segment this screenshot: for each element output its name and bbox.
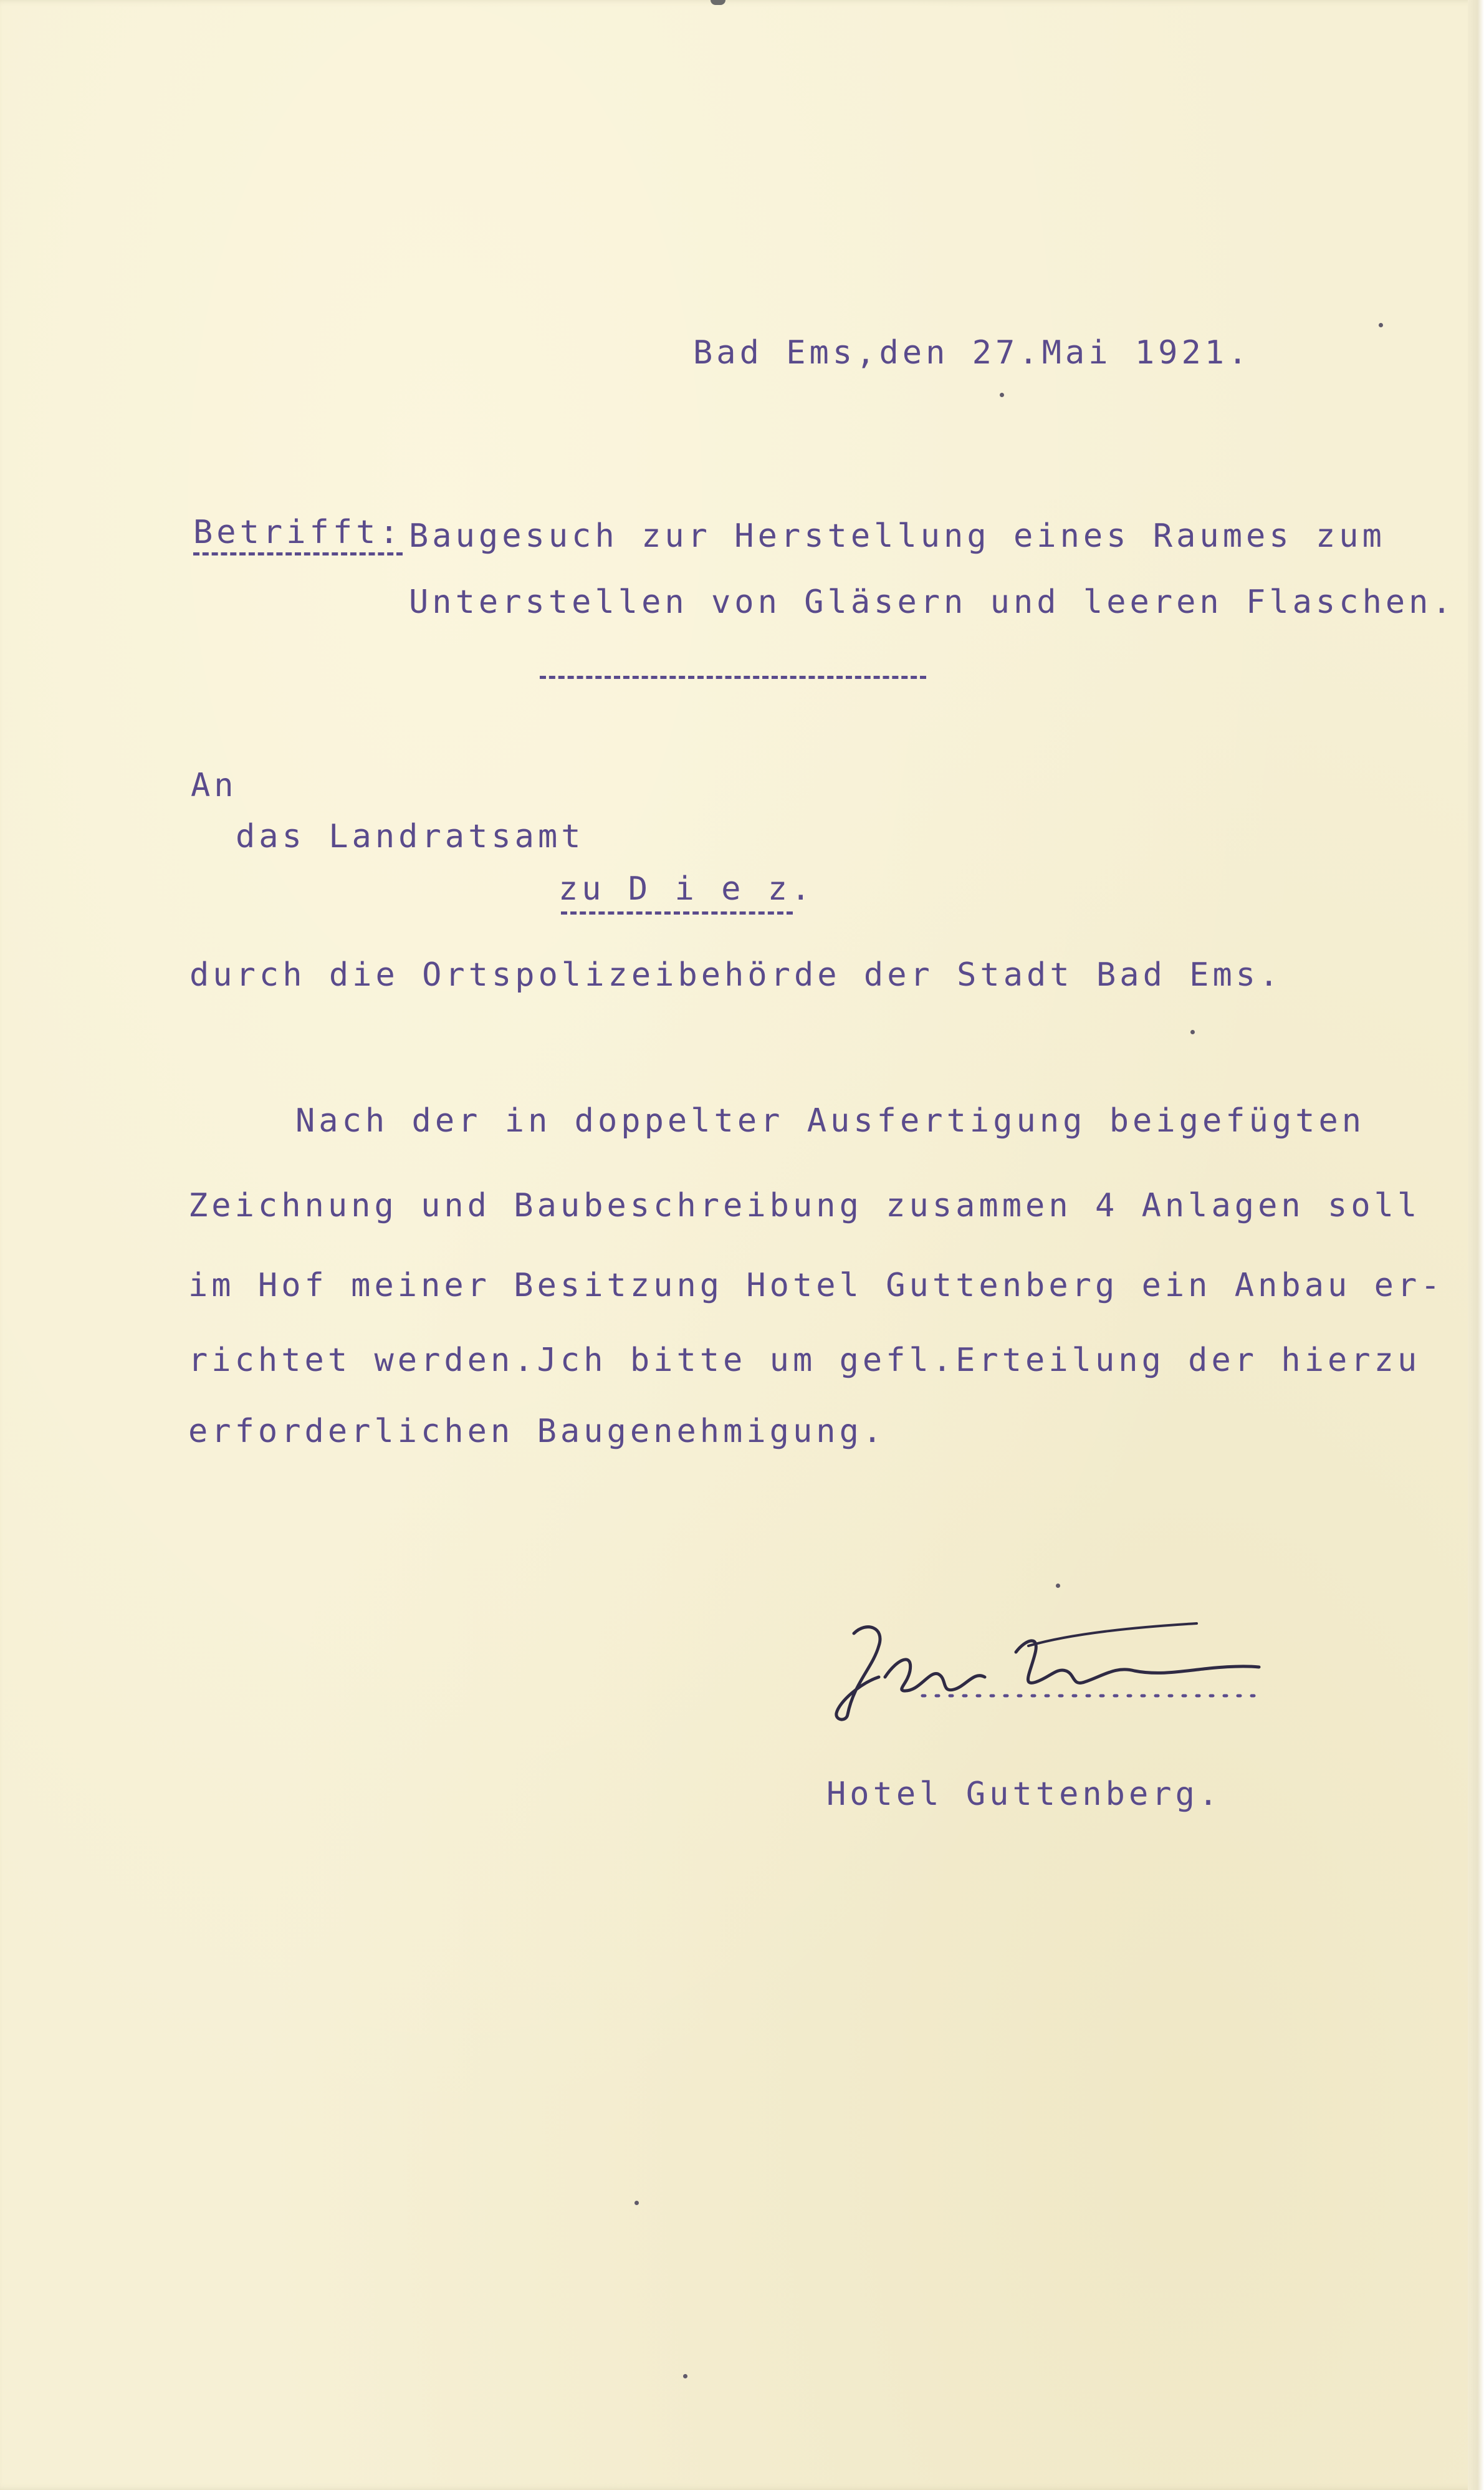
- body-line-2: Zeichnung und Baubeschreibung zusammen 4 Anlagen soll: [188, 1187, 1421, 1224]
- subject-label: [193, 516, 403, 549]
- paper-edge: [1468, 0, 1484, 2490]
- body-line-3: im Hof meiner Besitzung Hotel Guttenberg ein Anbau er-: [188, 1267, 1444, 1304]
- signature-sender: Hotel Guttenberg.: [826, 1776, 1222, 1813]
- paper-speck: [634, 2201, 639, 2205]
- subject-label-text: Betrifft:: [193, 514, 403, 555]
- body-line-1: Nach der in doppelter Ausfertigung beigefügten: [295, 1102, 1366, 1140]
- body-line-5: erforderlichen Baugenehmigung.: [188, 1413, 886, 1450]
- recipient-place: zu D i e z.: [558, 870, 815, 908]
- date-line: Bad Ems,den 27.Mai 1921.: [693, 334, 1252, 372]
- staple-mark: [711, 0, 725, 5]
- paper-speck: [1379, 323, 1383, 327]
- paper-speck: [1190, 1030, 1195, 1034]
- body-line-4: richtet werden.Jch bitte um gefl.Erteilung der hierzu: [188, 1342, 1421, 1379]
- via-line: durch die Ortspolizeibehörde der Stadt Bad Ems.: [189, 956, 1283, 994]
- recipient-office: das Landratsamt: [236, 818, 585, 855]
- recipient-an: An: [191, 767, 237, 804]
- recipient-place-underline: [561, 911, 793, 915]
- subject-line-1: Baugesuch zur Herstellung eines Raumes zum: [409, 517, 1386, 555]
- paper-speck: [1056, 1584, 1060, 1588]
- subject-line-2: Unterstellen von Gläsern und leeren Flaschen.: [409, 584, 1455, 621]
- paper-speck: [1000, 393, 1004, 397]
- subject-divider: [540, 676, 926, 679]
- handwritten-signature: [810, 1608, 1271, 1727]
- paper-speck: [683, 2374, 687, 2378]
